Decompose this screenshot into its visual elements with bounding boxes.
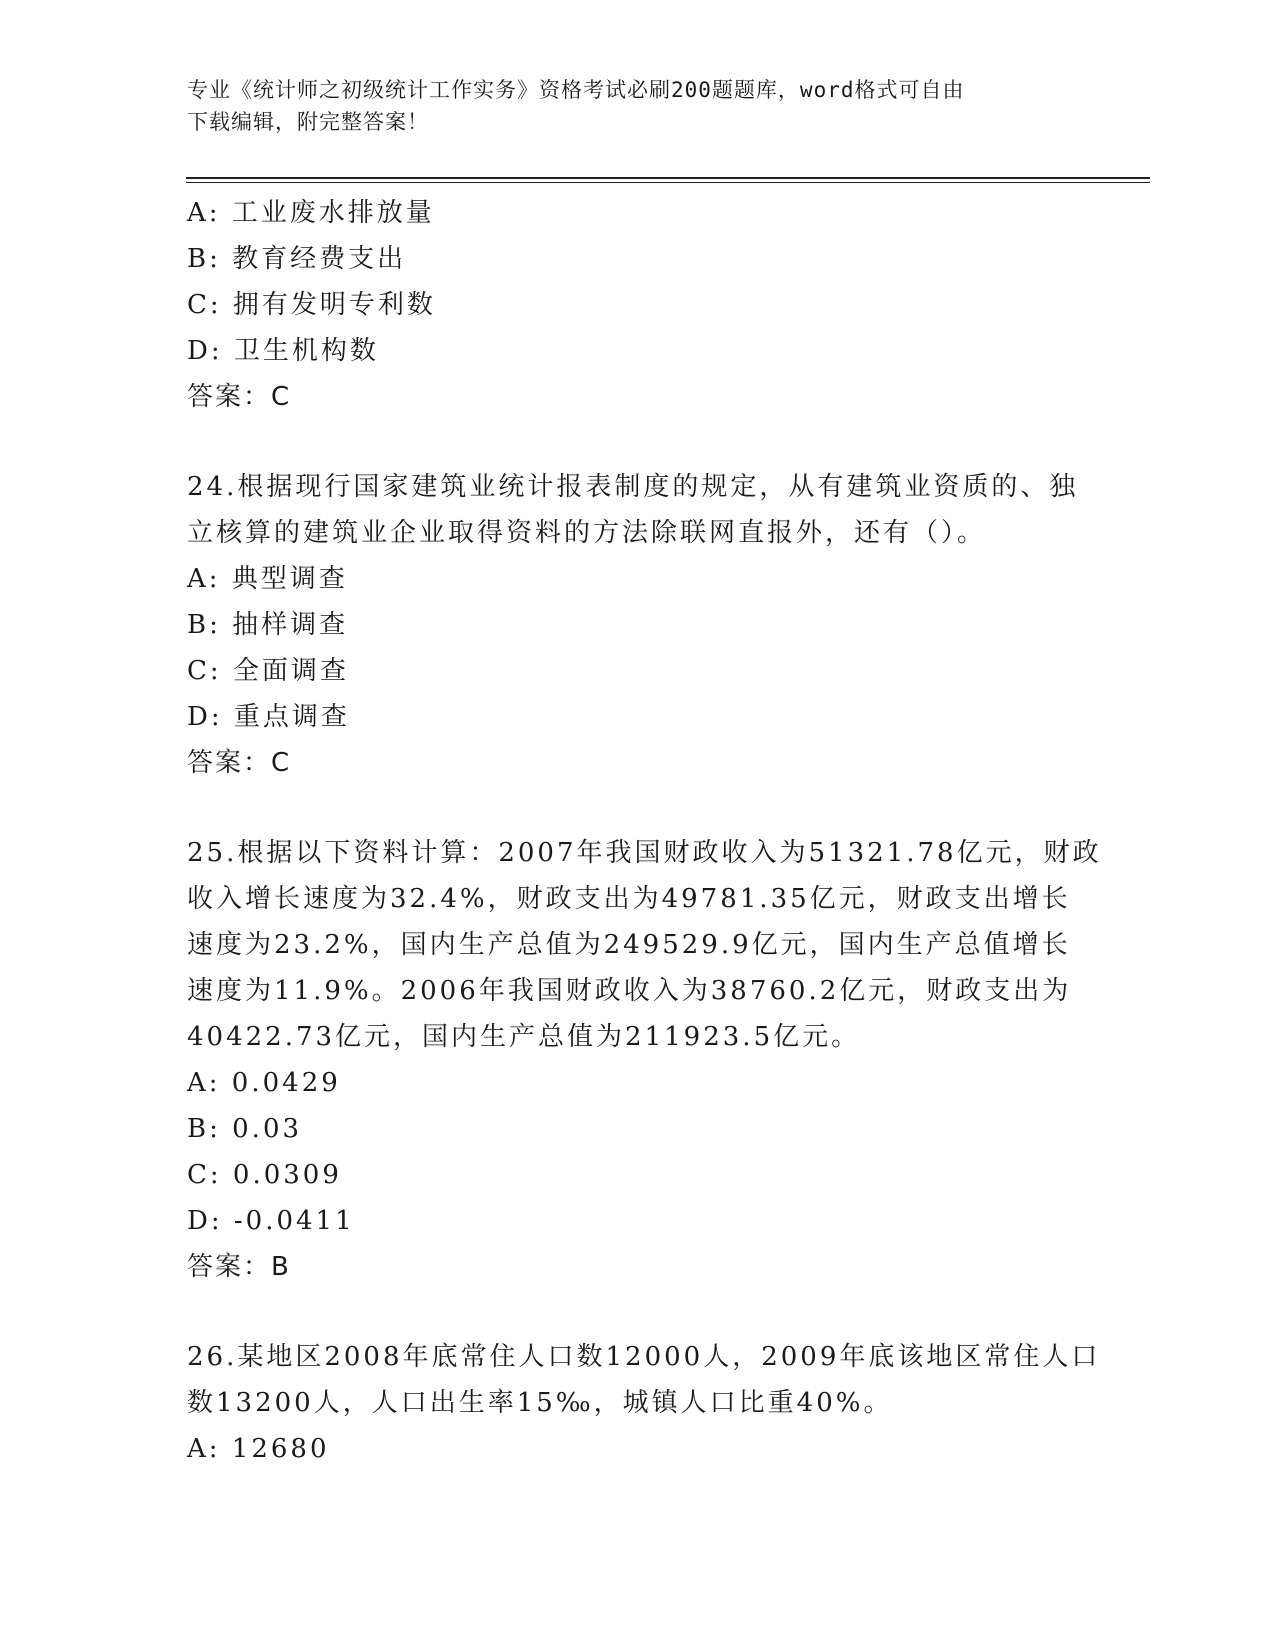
question-text-line: 速度为11.9%。2006年我国财政收入为38760.2亿元，财政支出为 [187,976,1072,1006]
question-content [187,190,1102,1472]
option-c: C: 全面调查 [187,656,349,686]
option-a: A: 0.0429 [187,1068,341,1098]
answer-line: 答案：C [187,382,292,412]
question-block-25 [187,830,1102,1290]
question-text [187,464,1087,556]
question-text [187,830,1102,1060]
question-block-24 [187,464,1087,786]
option-c: C: 拥有发明专利数 [187,290,436,320]
question-text-line: 25.根据以下资料计算：2007年我国财政收入为51321.78亿元，财政 [187,838,1102,868]
question-text-line: 立核算的建筑业企业取得资料的方法除联网直报外，还有（）。 [187,518,987,548]
question-text-line: 24.根据现行国家建筑业统计报表制度的规定，从有建筑业资质的、独 [187,472,1079,502]
option-c: C: 0.0309 [187,1160,342,1190]
header-line-1: 专业《统计师之初级统计工作实务》资格考试必刷200题题库，word格式可自由 [187,78,965,102]
answer-line: 答案：B [187,1252,291,1282]
answer-line: 答案：C [187,748,292,778]
question-block-prev [187,190,1087,420]
question-text [187,1334,1101,1426]
question-text-line: 26.某地区2008年底常住人口数12000人，2009年底该地区常住人口 [187,1342,1101,1372]
question-text-line: 数13200人，人口出生率15‰，城镇人口比重40%。 [187,1388,893,1418]
header-divider-thin [186,182,1150,183]
option-a: A: 典型调查 [187,564,348,594]
question-text-line: 40422.73亿元，国内生产总值为211923.5亿元。 [187,1022,861,1052]
option-d: D: 重点调查 [187,702,350,732]
option-b: B: 教育经费支出 [187,244,407,274]
option-b: B: 0.03 [187,1114,303,1144]
question-text-line: 速度为23.2%，国内生产总值为249529.9亿元，国内生产总值增长 [187,930,1071,960]
header-divider-thick [186,177,1150,179]
question-block-26 [187,1334,1101,1472]
document-header [187,74,1067,138]
option-d: D: 卫生机构数 [187,336,379,366]
option-d: D: -0.0411 [187,1206,355,1236]
option-a: A: 工业废水排放量 [187,198,435,228]
option-a: A: 12680 [187,1434,330,1464]
question-text-line: 收入增长速度为32.4%，财政支出为49781.35亿元，财政支出增长 [187,884,1071,914]
header-line-2: 下载编辑，附完整答案！ [187,110,429,134]
option-b: B: 抽样调查 [187,610,349,640]
